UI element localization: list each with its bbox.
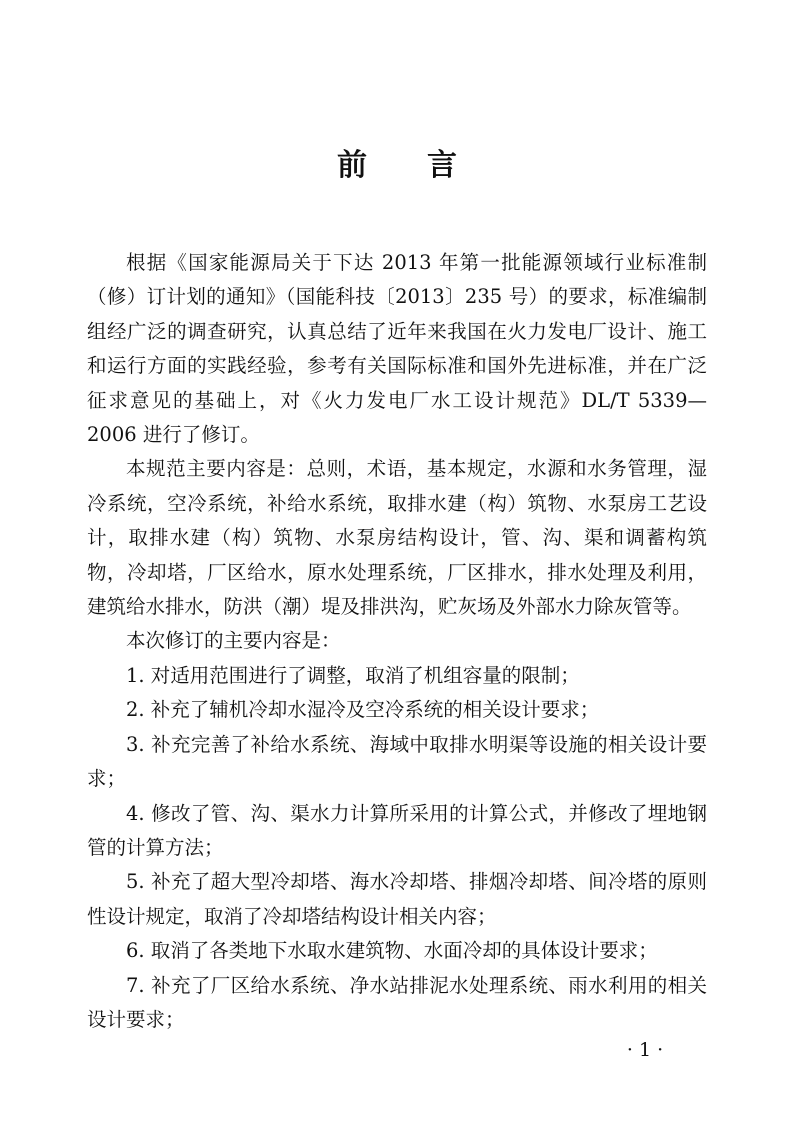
- preface-body: [87, 246, 707, 1037]
- paragraph-main-contents: 本规范主要内容是：总则，术语，基本规定，水源和水务管理，湿冷系统，空冷系统，补给水系统，取排水建（构）筑物、水泵房工艺设计，取排水建（构）筑物、水泵房结构设计，管、沟、渠和调蓄构筑物，冷却塔，厂区给水，原水处理系统，厂区排水，排水处理及利用，建筑给水排水，防洪（潮）堤及排洪沟，贮灰场及外部水力除灰管等。: [87, 457, 707, 619]
- revision-item-2: 2. 补充了辅机冷却水湿冷及空冷系统的相关设计要求；: [126, 698, 600, 722]
- revision-item-7: 7. 补充了厂区给水系统、净水站排泥水处理系统、雨水利用的相关设计要求；: [87, 973, 707, 1031]
- page-title: [0, 146, 794, 186]
- title-char-2: 言: [427, 148, 457, 183]
- revision-item-6: 6. 取消了各类地下水取水建筑物、水面冷却的具体设计要求；: [126, 939, 658, 963]
- revision-item-5: 5. 补充了超大型冷却塔、海水冷却塔、排烟冷却塔、间冷塔的原则性设计规定，取消了冷却塔结构设计相关内容；: [87, 870, 707, 928]
- paragraph-basis: 根据《国家能源局关于下达 2013 年第一批能源领域行业标准制（修）订计划的通知》（国能科技〔2013〕235 号）的要求，标准编制组经广泛的调查研究，认真总结了近年来我国在火力发电厂设计、施工和运行方面的实践经验，参考有关国际标准和国外先进标准，并在广泛征求意见的基础上，对《火力发电厂水工设计规范》DL/T 5339—2006 进行了修订。: [87, 251, 707, 447]
- revision-item-3: 3. 补充完善了补给水系统、海域中取排水明渠等设施的相关设计要求；: [87, 732, 707, 791]
- revision-item-4: 4. 修改了管、沟、渠水力计算所采用的计算公式，并修改了埋地钢管的计算方法；: [87, 801, 707, 859]
- revision-item-1: 1. 对适用范围进行了调整，取消了机组容量的限制；: [126, 663, 580, 687]
- page-number: · 1 ·: [626, 1039, 664, 1061]
- title-char-1: 前: [337, 148, 367, 183]
- paragraph-revision-intro: 本次修订的主要内容是：: [126, 629, 341, 653]
